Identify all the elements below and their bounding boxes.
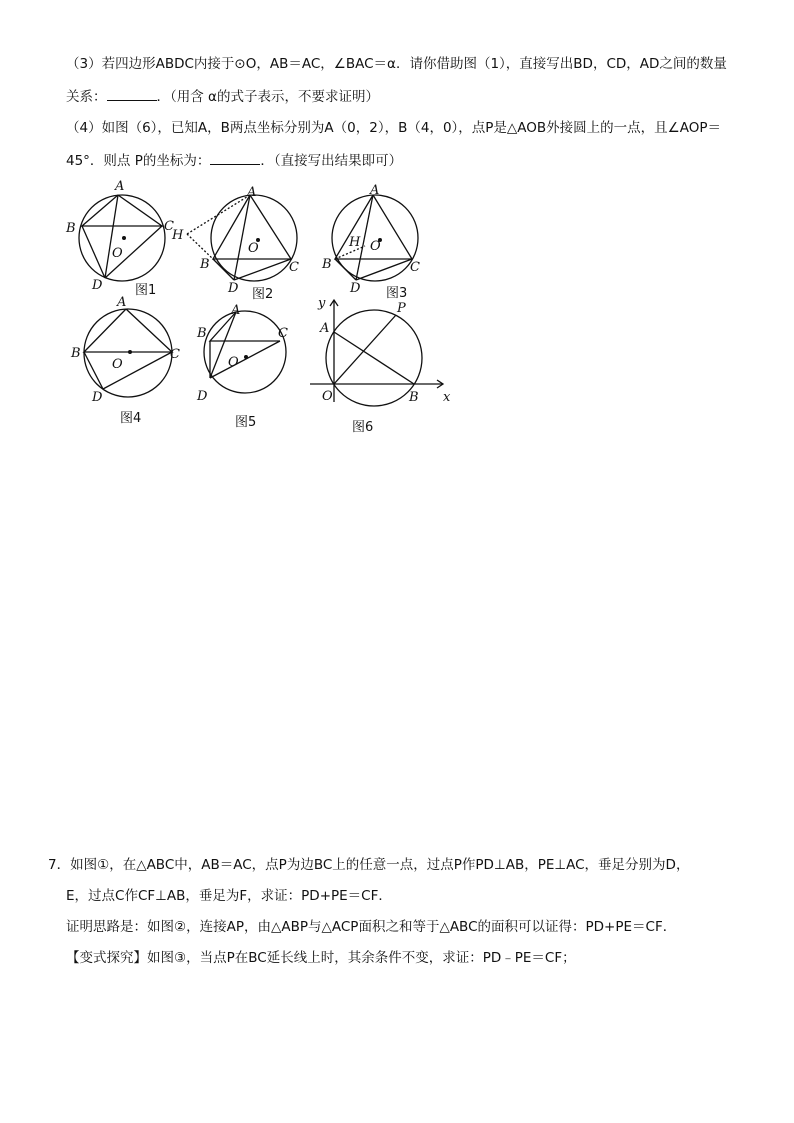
fig2-label-o: O bbox=[248, 241, 259, 256]
geometry-figures bbox=[60, 176, 460, 438]
answer-blank bbox=[107, 86, 157, 101]
fig4-label-o: O bbox=[112, 357, 123, 372]
fig5-abc bbox=[210, 312, 280, 341]
fig3-label-h: H bbox=[349, 235, 361, 250]
fig1-label-o: O bbox=[112, 246, 123, 261]
fig6-label-o: O bbox=[322, 389, 333, 404]
fig6-label-x: x bbox=[443, 390, 451, 405]
fig4-triangle bbox=[84, 309, 172, 352]
fig5-label-d: D bbox=[197, 389, 208, 404]
figure-4 bbox=[84, 309, 172, 397]
fig4-segment-bd bbox=[84, 352, 103, 389]
fig1-center-dot bbox=[122, 236, 126, 240]
fig1-label-b: B bbox=[66, 221, 76, 236]
fig3-caption: 图3 bbox=[386, 286, 408, 301]
fig5-caption: 图5 bbox=[235, 415, 257, 430]
q6-part4-coord-label: 45°．则点 P的坐标为： bbox=[66, 153, 211, 169]
figure-5 bbox=[204, 311, 286, 393]
fig5-label-o: O bbox=[228, 355, 239, 370]
fig3-label-a: A bbox=[370, 183, 380, 198]
fig1-label-d: D bbox=[92, 278, 103, 293]
fig6-segment-op bbox=[334, 315, 396, 384]
fig4-label-d: D bbox=[92, 390, 103, 405]
fig2-label-a: A bbox=[247, 185, 257, 200]
fig2-dotted-ha bbox=[187, 195, 250, 234]
fig6-caption: 图6 bbox=[352, 420, 374, 435]
q7-line1: 7．如图①，在△ABC中，AB＝AC，点P为边BC上的任意一点，过点P作PD⊥AB，PE⊥AC，垂足分别为D， bbox=[48, 857, 690, 873]
fig2-segment-bd bbox=[213, 259, 234, 280]
fig4-label-b: B bbox=[71, 346, 81, 361]
q6-part3-note: ．（用含 α的式子表示，不要求证明） bbox=[156, 89, 379, 105]
fig2-label-d: D bbox=[228, 281, 239, 296]
fig5-label-a: A bbox=[231, 303, 241, 318]
fig3-label-c: C bbox=[410, 260, 420, 275]
fig5-label-c: C bbox=[278, 326, 288, 341]
fig4-caption: 图4 bbox=[120, 411, 142, 426]
fig6-label-b: B bbox=[409, 390, 419, 405]
answer-blank bbox=[210, 150, 260, 165]
fig3-label-o: O bbox=[370, 239, 381, 254]
fig1-label-a: A bbox=[115, 179, 125, 194]
fig2-label-c: C bbox=[289, 260, 299, 275]
fig2-dotted-hb bbox=[187, 234, 213, 259]
fig3-label-b: B bbox=[322, 257, 332, 272]
q6-part4-line1: （4）如图（6），已知A，B两点坐标分别为A（0，2），B（4，0），点P是△AOB外接圆上的一点，且∠AOP＝ bbox=[66, 120, 722, 136]
fig1-triangle bbox=[82, 195, 162, 226]
q6-part3-relation-label: 关系： bbox=[66, 89, 107, 105]
fig4-label-c: C bbox=[170, 347, 180, 362]
fig2-circle bbox=[211, 195, 297, 281]
q6-part4-line2 bbox=[66, 150, 402, 171]
fig5-label-b: B bbox=[197, 326, 207, 341]
fig6-label-p: P bbox=[397, 301, 406, 316]
figure-group bbox=[60, 176, 460, 442]
fig1-label-c: C bbox=[164, 219, 174, 234]
fig5-segment-dc bbox=[210, 341, 280, 378]
q7-line4: 【变式探究】如图③，当点P在BC延长线上时，其余条件不变，求证：PD﹣PE＝CF； bbox=[66, 950, 576, 966]
q7-line3: 证明思路是：如图②，连接AP，由△ABP与△ACP面积之和等于△ABC的面积可以证得：PD+PE＝CF． bbox=[66, 919, 677, 935]
fig6-label-a: A bbox=[320, 321, 330, 336]
q7-line2: E，过点C作CF⊥AB，垂足为F，求证：PD+PE＝CF． bbox=[66, 888, 392, 904]
q6-part4-note: ．（直接写出结果即可） bbox=[260, 153, 403, 169]
fig3-segment-bd bbox=[335, 259, 356, 280]
fig1-caption: 图1 bbox=[135, 283, 157, 298]
q6-part3-line1: （3）若四边形ABDC内接于⊙O，AB＝AC，∠BAC＝α．请你借助图（1），直接写出BD，CD，AD之间的数量 bbox=[66, 56, 727, 72]
fig1-segment-ad bbox=[105, 195, 118, 278]
fig4-label-a: A bbox=[117, 295, 127, 310]
fig6-label-y: y bbox=[318, 296, 326, 311]
q6-part3-line2 bbox=[66, 86, 379, 107]
fig2-caption: 图2 bbox=[252, 287, 274, 302]
fig4-center-dot bbox=[128, 350, 132, 354]
fig2-label-b: B bbox=[200, 257, 210, 272]
fig2-label-h: H bbox=[172, 228, 184, 243]
fig3-label-d: D bbox=[350, 281, 361, 296]
figure-3 bbox=[332, 195, 418, 281]
fig5-center-dot bbox=[244, 355, 248, 359]
fig5-circle bbox=[204, 311, 286, 393]
fig4-circle bbox=[84, 309, 172, 397]
